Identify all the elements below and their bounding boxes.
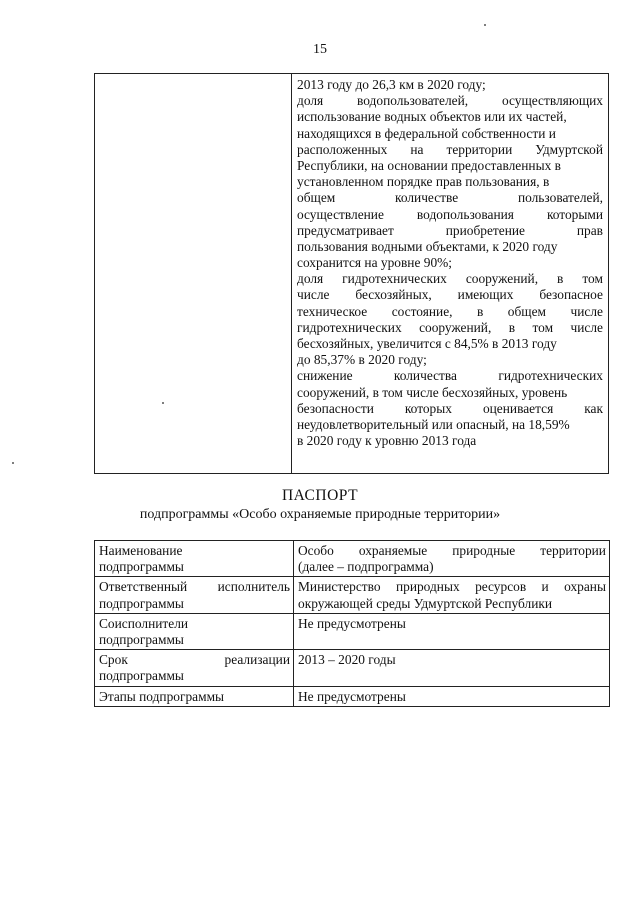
row-label-cell: [95, 650, 294, 686]
word: природные: [452, 543, 516, 558]
word: числе: [297, 287, 330, 303]
word: предусматривает: [297, 222, 394, 238]
text-line: Республики, на основании предоставленных в: [297, 157, 561, 173]
word: гидротехнических: [498, 368, 603, 384]
text-line: установленном порядке прав пользования, в: [297, 174, 550, 190]
text-line: до 85,37% в 2020 году;: [297, 352, 427, 368]
word: реализации: [224, 652, 290, 668]
value-line: [298, 543, 606, 559]
word: числе: [570, 303, 603, 319]
word: Особо: [298, 543, 334, 558]
text-line: [297, 190, 603, 206]
text-line: [297, 207, 603, 223]
text-line: 2013 году до 26,3 км в 2020 году;: [297, 77, 486, 92]
passport-title: ПАСПОРТ: [281, 487, 359, 504]
text-line: [297, 368, 603, 384]
word: территории: [446, 141, 513, 157]
word: сооружений,: [465, 271, 539, 287]
text-line: пользования водными объектами, к 2020 году: [297, 238, 558, 254]
row-label-cell: [95, 577, 294, 613]
value-line: Не предусмотрены: [298, 615, 406, 631]
word: прав: [576, 222, 603, 238]
passport-subtitle: подпрограммы «Особо охраняемые природные территории»: [139, 507, 501, 522]
word: том: [532, 319, 554, 335]
word: безопасности: [297, 400, 374, 416]
word: общем: [507, 303, 547, 319]
row-value-cell: [294, 686, 610, 706]
word: доля: [297, 271, 324, 287]
label-line: Этапы подпрограммы: [99, 688, 225, 704]
text-line: [297, 142, 603, 158]
row-value-cell: [294, 613, 610, 649]
word: доля: [297, 93, 324, 109]
row-label-cell: [95, 541, 294, 577]
text-line: сооружений, в том числе бесхозяйных, уровень: [297, 384, 568, 400]
row-label-cell: [95, 613, 294, 649]
table-row: [95, 613, 610, 649]
word: в: [508, 319, 516, 335]
text-line: [297, 287, 603, 303]
word: в: [477, 303, 484, 319]
text-line: в 2020 году к уровню 2013 года: [297, 433, 477, 449]
word: безопасное: [539, 287, 603, 303]
row-label-cell: [95, 686, 294, 706]
text-line: [297, 223, 603, 239]
word: приобретение: [445, 222, 525, 238]
word: водопользователей,: [357, 93, 469, 109]
text-line: сохранится на уровне 90%;: [297, 255, 453, 271]
word: Министерство: [298, 579, 381, 595]
word: техническое: [297, 303, 368, 319]
table-row: [95, 541, 610, 577]
text-line: [297, 93, 603, 109]
table-row: [95, 577, 610, 613]
table-row: [95, 650, 610, 686]
text-line: бесхозяйных, увеличится с 84,5% в 2013 году: [297, 336, 557, 351]
passport-table: [94, 540, 610, 707]
word: как: [584, 400, 603, 416]
scan-speck: [162, 402, 164, 404]
word: исполнитель: [217, 579, 290, 595]
word: количестве: [395, 190, 459, 206]
word: в: [557, 271, 564, 287]
word: пользователей,: [517, 190, 603, 206]
word: Срок: [99, 652, 128, 668]
label-line: [99, 652, 290, 668]
word: на: [410, 141, 424, 157]
word: числе: [570, 319, 603, 335]
scan-speck: [12, 462, 14, 464]
text-line: [297, 401, 603, 417]
page-number: 15: [313, 42, 327, 57]
value-line: Не предусмотрены: [298, 688, 406, 704]
label-line: Наименование: [99, 543, 183, 558]
text-line: неудовлетворительный или опасный, на 18,59%: [297, 416, 570, 432]
continuation-text-cell: [297, 77, 603, 449]
word: гидротехнических: [297, 319, 402, 335]
word: гидротехнических: [342, 271, 447, 287]
row-value-cell: [294, 577, 610, 613]
word: природных: [395, 579, 460, 595]
word: которых: [404, 400, 452, 416]
word: общем: [297, 190, 336, 206]
word: бесхозяйных,: [355, 287, 432, 303]
table-row: [95, 686, 610, 706]
value-line: [298, 579, 606, 595]
row-value-cell: [294, 541, 610, 577]
word: охраны: [564, 579, 606, 595]
word: количества: [393, 368, 457, 384]
word: и: [541, 579, 549, 595]
text-line: находящихся в федеральной собственности и: [297, 125, 556, 141]
scan-speck: [484, 24, 486, 26]
word: осуществляющих: [501, 93, 603, 109]
text-line: [297, 304, 603, 320]
label-line: Соисполнители: [99, 615, 189, 631]
word: осуществление: [297, 206, 384, 222]
word: сооружений,: [419, 319, 492, 335]
value-line: 2013 – 2020 годы: [298, 652, 396, 668]
continuation-table: [94, 73, 609, 474]
word: охраняемые: [358, 543, 428, 558]
label-line: подпрограммы: [99, 668, 184, 684]
label-line: подпрограммы: [99, 559, 184, 575]
label-line: [99, 579, 290, 595]
value-line: окружающей среды Удмуртской Республики: [298, 595, 553, 611]
word: имеющих: [457, 287, 514, 303]
column-divider: [291, 74, 292, 473]
label-line: подпрограммы: [99, 595, 184, 611]
word: водопользования: [416, 206, 514, 222]
label-line: подпрограммы: [99, 632, 184, 648]
text-line: [297, 271, 603, 287]
text-line: использование водных объектов или их частей,: [297, 109, 567, 125]
word: территории: [540, 543, 606, 558]
word: оценивается: [482, 400, 554, 416]
text-line: [297, 320, 603, 336]
word: ресурсов: [475, 579, 527, 595]
word: состояние,: [391, 303, 453, 319]
word: том: [582, 271, 603, 287]
word: Удмуртской: [535, 141, 603, 157]
word: Ответственный: [99, 579, 188, 595]
word: которыми: [546, 206, 603, 222]
row-value-cell: [294, 650, 610, 686]
word: снижение: [297, 368, 353, 384]
value-line: (далее – подпрограмма): [298, 559, 434, 575]
word: расположенных: [297, 141, 388, 157]
